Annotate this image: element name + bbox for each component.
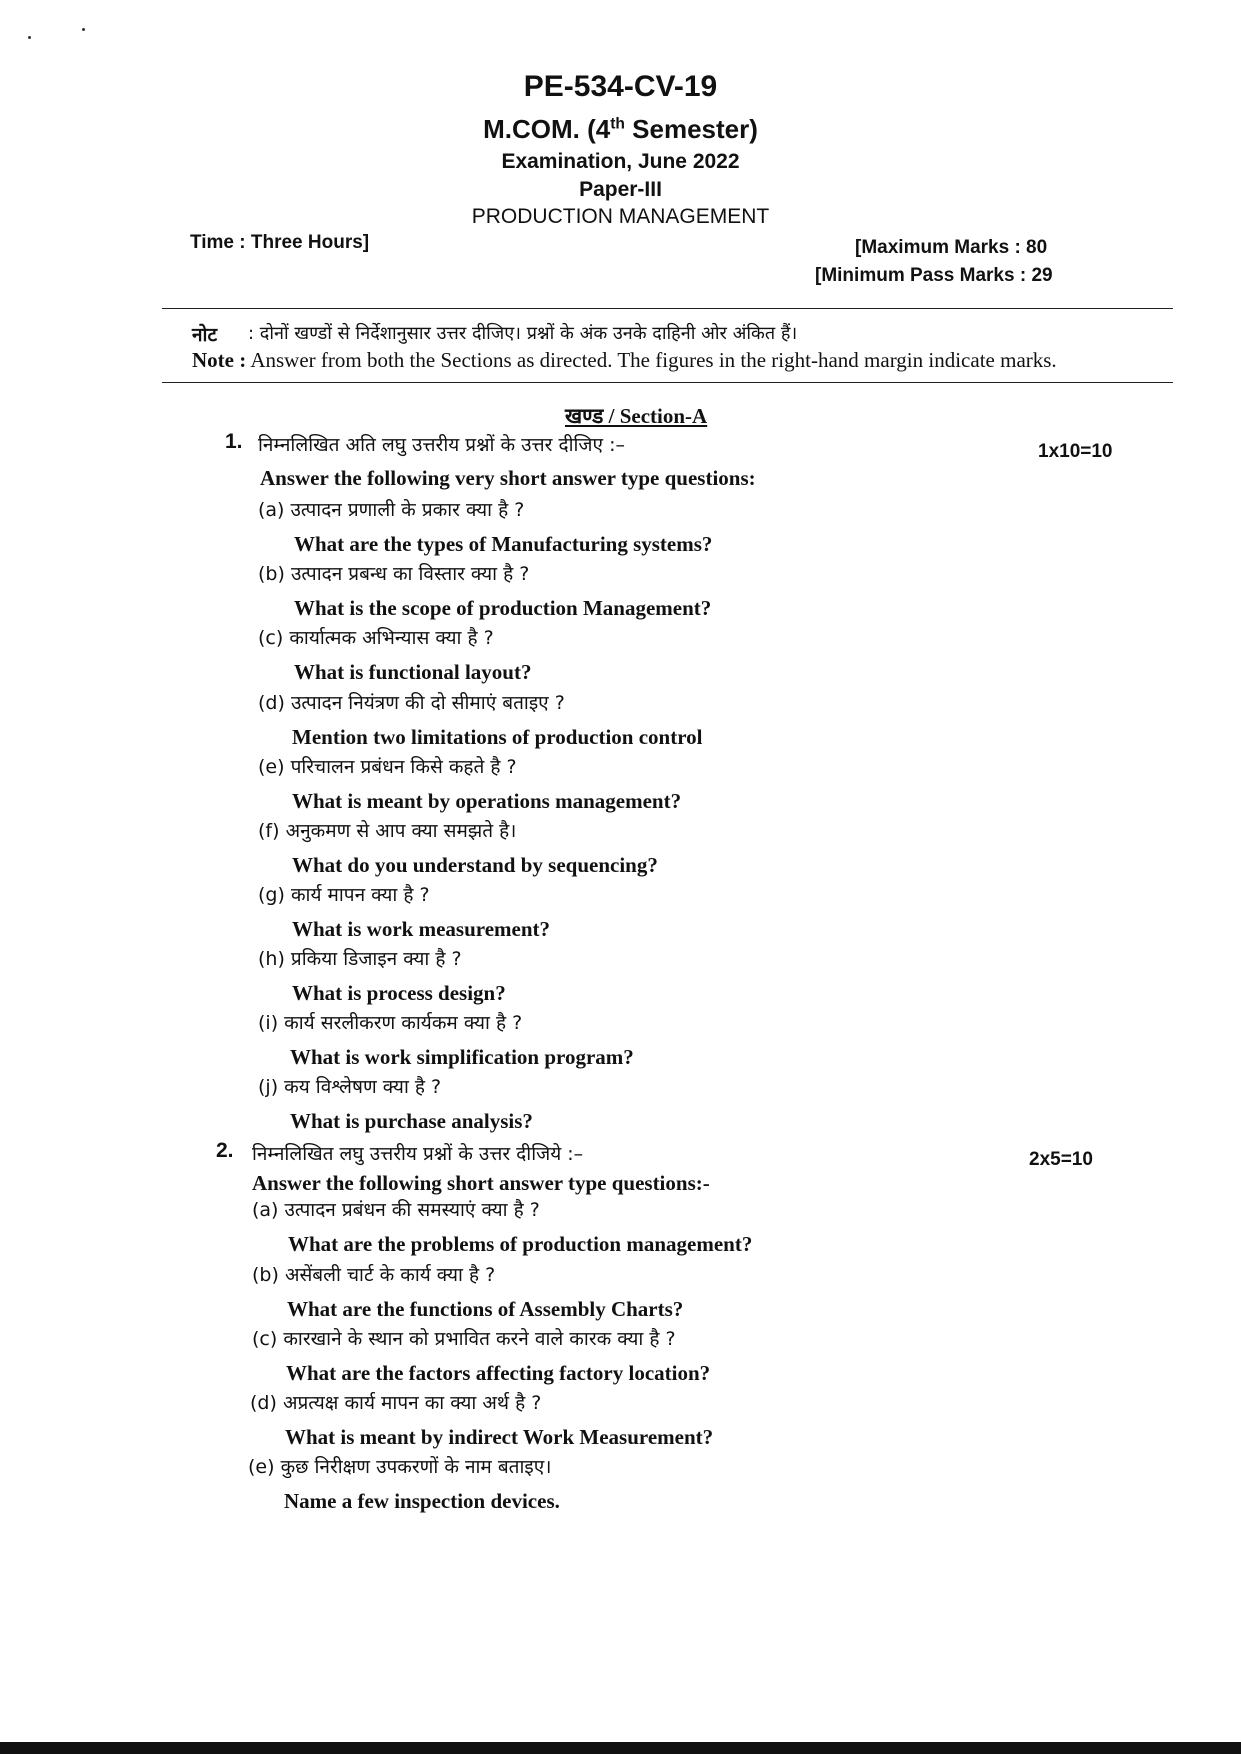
maximum-marks: [Maximum Marks : 80 bbox=[855, 237, 1048, 258]
q2-item-a: (a) उत्पादन प्रबंधन की समस्याएं क्या है ? bbox=[252, 1199, 540, 1221]
q1-item-c: (c) कार्यात्मक अभिन्यास क्या है ? bbox=[258, 627, 494, 649]
q2-item-a-english: What are the problems of production management? bbox=[288, 1232, 753, 1256]
q2-number: 2. bbox=[216, 1139, 234, 1162]
scan-speck bbox=[82, 28, 85, 31]
subject-title: PRODUCTION MANAGEMENT bbox=[471, 205, 770, 228]
time-allowed: Time : Three Hours] bbox=[190, 232, 370, 253]
q1-item-h: (h) प्रकिया डिजाइन क्या है ? bbox=[258, 948, 462, 970]
course-title: M.COM. (4th Semester) bbox=[483, 114, 758, 144]
q1-item-c-english: What is functional layout? bbox=[294, 660, 532, 684]
q1-item-g-english: What is work measurement? bbox=[292, 917, 551, 941]
q1-item-e-english: What is meant by operations management? bbox=[292, 789, 682, 813]
q2-item-b-english: What are the functions of Assembly Charts? bbox=[287, 1297, 684, 1321]
q1-item-g: (g) कार्य मापन क्या है ? bbox=[258, 884, 430, 906]
q2-item-e: (e) कुछ निरीक्षण उपकरणों के नाम बताइए। bbox=[248, 1456, 552, 1478]
q2-item-d: (d) अप्रत्यक्ष कार्य मापन का क्या अर्थ है ? bbox=[250, 1392, 542, 1414]
exam-title: Examination, June 2022 bbox=[501, 150, 740, 173]
q1-item-d: (d) उत्पादन नियंत्रण की दो सीमाएं बताइए ? bbox=[258, 692, 565, 714]
q1-number: 1. bbox=[225, 430, 243, 453]
note-hindi-label: नोट bbox=[192, 324, 218, 346]
q1-item-b-english: What is the scope of production Management? bbox=[294, 596, 712, 620]
scan-speck bbox=[28, 36, 31, 39]
divider-bottom bbox=[162, 382, 1173, 383]
q1-marks: 1x10=10 bbox=[1038, 441, 1113, 462]
q2-marks: 2x5=10 bbox=[1029, 1149, 1093, 1170]
minimum-pass-marks: [Minimum Pass Marks : 29 bbox=[815, 265, 1053, 286]
q2-item-b: (b) असेंबली चार्ट के कार्य क्या है ? bbox=[252, 1264, 496, 1286]
q1-item-a: (a) उत्पादन प्रणाली के प्रकार क्या है ? bbox=[258, 499, 525, 521]
q1-item-f-english: What do you understand by sequencing? bbox=[292, 853, 658, 877]
q2-english: Answer the following short answer type questions:- bbox=[252, 1171, 710, 1195]
paper-code: PE-534-CV-19 bbox=[523, 70, 718, 103]
q2-item-c: (c) कारखाने के स्थान को प्रभावित करने वाले कारक क्या है ? bbox=[252, 1328, 676, 1350]
q1-english: Answer the following very short answer type questions: bbox=[260, 466, 756, 490]
paper-number: Paper-III bbox=[579, 178, 662, 201]
q1-item-d-english: Mention two limitations of production control bbox=[292, 725, 703, 749]
q1-item-i-english: What is work simplification program? bbox=[290, 1045, 634, 1069]
q2-item-c-english: What are the factors affecting factory location? bbox=[286, 1361, 711, 1385]
q1-item-f: (f) अनुकमण से आप क्या समझते है। bbox=[258, 820, 517, 842]
q1-item-j: (j) कय विश्लेषण क्या है ? bbox=[258, 1076, 442, 1098]
q1-item-e: (e) परिचालन प्रबंधन किसे कहते है ? bbox=[258, 756, 517, 778]
section-a-title: खण्ड / Section-A bbox=[565, 404, 708, 428]
q2-item-d-english: What is meant by indirect Work Measurement? bbox=[285, 1425, 714, 1449]
divider-top bbox=[162, 308, 1173, 309]
scan-border-bottom bbox=[0, 1742, 1241, 1754]
q1-item-i: (i) कार्य सरलीकरण कार्यकम क्या है ? bbox=[258, 1012, 523, 1034]
q1-item-j-english: What is purchase analysis? bbox=[290, 1109, 533, 1133]
q1-item-b: (b) उत्पादन प्रबन्ध का विस्तार क्या है ? bbox=[258, 563, 530, 585]
q1-item-a-english: What are the types of Manufacturing systems? bbox=[294, 532, 713, 556]
note-hindi-text: : दोनों खण्डों से निर्देशानुसार उत्तर दीजिए। प्रश्नों के अंक उनके दाहिनी ओर अंकित हैं। bbox=[248, 323, 798, 344]
note-english: Note : Answer from both the Sections as directed. The figures in the right-hand margin indicate marks. bbox=[192, 348, 1057, 372]
q1-hindi: निम्नलिखित अति लघु उत्तरीय प्रश्नों के उत्तर दीजिए :– bbox=[258, 434, 625, 456]
q1-item-h-english: What is process design? bbox=[292, 981, 506, 1005]
q2-item-e-english: Name a few inspection devices. bbox=[284, 1489, 560, 1513]
q2-hindi: निम्नलिखित लघु उत्तरीय प्रश्नों के उत्तर दीजिये :– bbox=[252, 1143, 584, 1165]
